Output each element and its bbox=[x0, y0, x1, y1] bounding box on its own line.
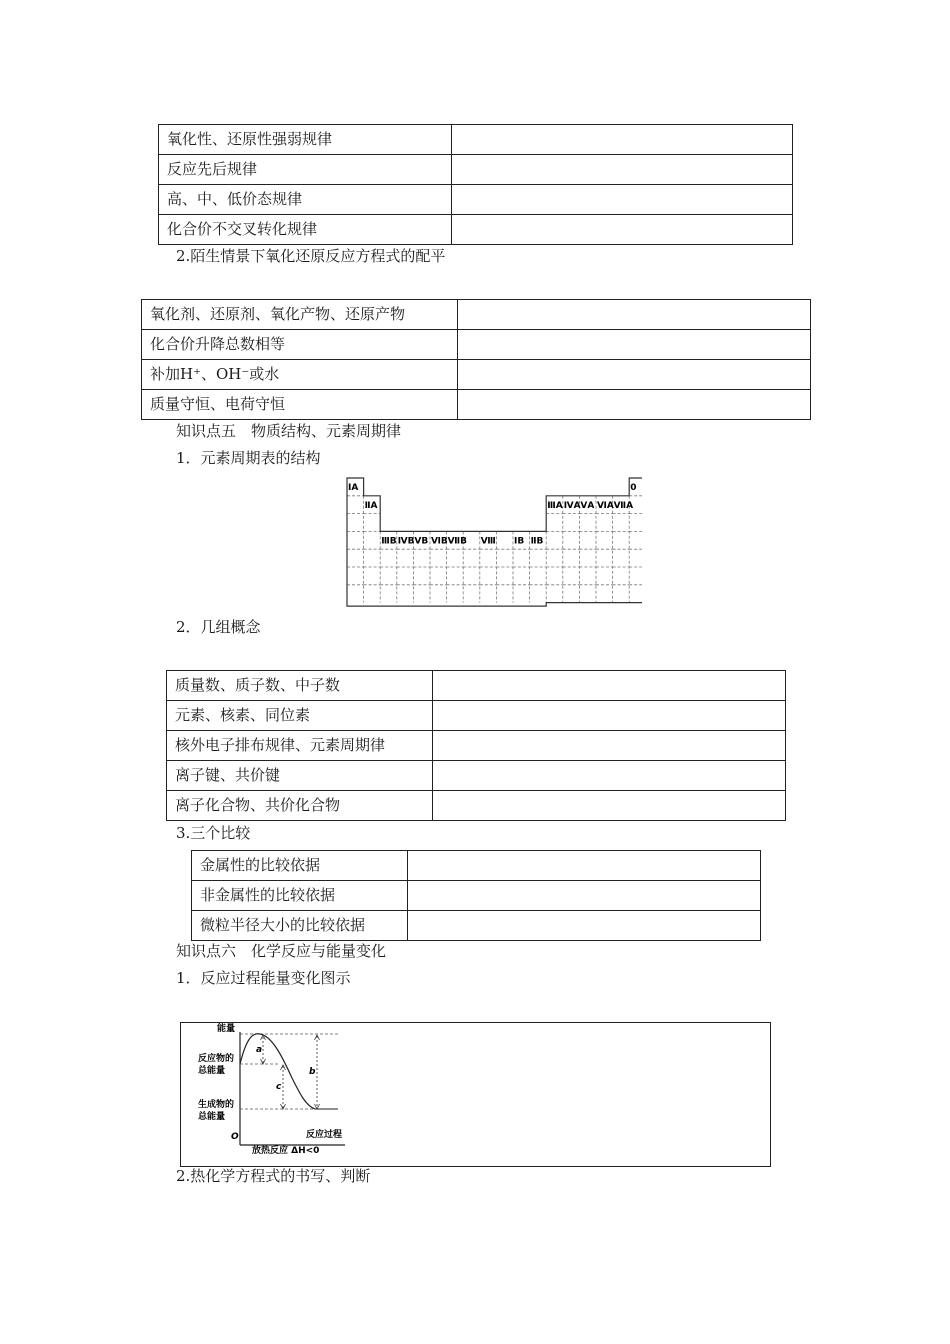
group-label: 0 bbox=[630, 483, 637, 493]
compare-heading: 3.三个比较 bbox=[176, 824, 251, 842]
table-row bbox=[167, 671, 786, 701]
group-label: ⅤB bbox=[414, 536, 429, 547]
table-cell-label: 氧化性、还原性强弱规律 bbox=[159, 125, 452, 155]
table-cell-blank[interactable] bbox=[458, 390, 811, 420]
section5-title: 知识点五 物质结构、元素周期律 bbox=[176, 422, 402, 440]
table-row bbox=[192, 851, 761, 881]
thermo-heading: 2.热化学方程式的书写、判断 bbox=[176, 1167, 371, 1185]
table-cell-label: 质量数、质子数、中子数 bbox=[167, 671, 433, 701]
table-cell-blank[interactable] bbox=[452, 185, 793, 215]
group-label: ⅠB bbox=[514, 536, 525, 547]
table-row bbox=[159, 125, 793, 155]
table-cell-blank[interactable] bbox=[452, 155, 793, 185]
table-cell-label: 金属性的比较依据 bbox=[192, 851, 408, 881]
table-row bbox=[167, 791, 786, 821]
table-row bbox=[142, 360, 811, 390]
label-a: a bbox=[256, 1045, 263, 1055]
table-cell-label: 非金属性的比较依据 bbox=[192, 881, 408, 911]
table-cell-blank[interactable] bbox=[458, 300, 811, 330]
table-row bbox=[159, 185, 793, 215]
table-cell-blank[interactable] bbox=[458, 330, 811, 360]
table-row bbox=[142, 390, 811, 420]
section6-title: 知识点六 化学反应与能量变化 bbox=[176, 942, 387, 960]
table-cell-label: 氧化剂、还原剂、氧化产物、还原产物 bbox=[142, 300, 458, 330]
group-label: ⅤA bbox=[580, 500, 595, 511]
balancing-table bbox=[141, 299, 811, 420]
group-label: ⅥA bbox=[597, 500, 614, 511]
group-label: ⅢA bbox=[547, 500, 563, 511]
table-cell-blank[interactable] bbox=[452, 215, 793, 245]
table-cell-label: 质量守恒、电荷守恒 bbox=[142, 390, 458, 420]
table-row bbox=[167, 761, 786, 791]
table-cell-label: 离子键、共价键 bbox=[167, 761, 433, 791]
product-label-2: 总能量 bbox=[198, 1112, 226, 1122]
group-label: Ⅷ bbox=[480, 536, 496, 547]
reactant-label-1: 反应物的 bbox=[198, 1054, 235, 1064]
table-cell-blank[interactable] bbox=[433, 731, 786, 761]
table-cell-blank[interactable] bbox=[458, 360, 811, 390]
group-label: ⅡA bbox=[364, 500, 378, 511]
group-label: ⅦB bbox=[447, 536, 467, 547]
balance-heading: 2.陌生情景下氧化还原反应方程式的配平 bbox=[176, 247, 446, 265]
table-cell-label: 微粒半径大小的比较依据 bbox=[192, 911, 408, 941]
table-row bbox=[167, 731, 786, 761]
x-axis-label: 反应过程 bbox=[306, 1130, 343, 1140]
table-cell-blank[interactable] bbox=[433, 701, 786, 731]
comparison-table bbox=[191, 850, 761, 941]
table-row bbox=[142, 330, 811, 360]
concepts-heading: 2．几组概念 bbox=[176, 618, 261, 636]
table-row bbox=[192, 881, 761, 911]
table-row bbox=[192, 911, 761, 941]
label-b: b bbox=[309, 1067, 316, 1077]
origin-label: O bbox=[231, 1132, 239, 1142]
table-row bbox=[159, 155, 793, 185]
table-cell-label: 高、中、低价态规律 bbox=[159, 185, 452, 215]
table-cell-blank[interactable] bbox=[408, 911, 761, 941]
redox-rules-table bbox=[158, 124, 793, 245]
table-cell-blank[interactable] bbox=[452, 125, 793, 155]
periodic-heading: 1．元素周期表的结构 bbox=[176, 449, 321, 467]
group-label: ⅣA bbox=[563, 500, 581, 511]
concepts-table bbox=[166, 670, 786, 821]
energy-heading: 1．反应过程能量变化图示 bbox=[176, 969, 351, 987]
table-cell-label: 元素、核素、同位素 bbox=[167, 701, 433, 731]
table-cell-label: 化合价不交叉转化规律 bbox=[159, 215, 452, 245]
table-cell-label: 化合价升降总数相等 bbox=[142, 330, 458, 360]
group-label: ⅠA bbox=[348, 483, 359, 493]
table-cell-blank[interactable] bbox=[408, 881, 761, 911]
table-row bbox=[159, 215, 793, 245]
energy-curve bbox=[240, 1034, 315, 1109]
table-cell-label: 补加H⁺、OH⁻或水 bbox=[142, 360, 458, 390]
table-cell-blank[interactable] bbox=[408, 851, 761, 881]
reactant-label-2: 总能量 bbox=[198, 1066, 226, 1076]
table-cell-blank[interactable] bbox=[433, 761, 786, 791]
table-row bbox=[167, 701, 786, 731]
periodic-table-figure bbox=[340, 474, 642, 610]
product-label-1: 生成物的 bbox=[198, 1100, 235, 1110]
diagram-caption: 放热反应 ΔH<0 bbox=[252, 1146, 320, 1156]
table-row bbox=[142, 300, 811, 330]
group-label: ⅡB bbox=[530, 536, 544, 547]
label-c: c bbox=[276, 1082, 282, 1092]
table-cell-label: 核外电子排布规律、元素周期律 bbox=[167, 731, 433, 761]
table-cell-label: 离子化合物、共价化合物 bbox=[167, 791, 433, 821]
table-cell-label: 反应先后规律 bbox=[159, 155, 452, 185]
group-label: ⅢB bbox=[381, 536, 397, 547]
table-cell-blank[interactable] bbox=[433, 671, 786, 701]
group-label: ⅦA bbox=[613, 500, 634, 511]
group-label: ⅥB bbox=[431, 536, 448, 547]
group-label: ⅣB bbox=[397, 536, 415, 547]
y-axis-label: 能量 bbox=[217, 1024, 236, 1034]
energy-diagram bbox=[180, 1022, 380, 1165]
table-cell-blank[interactable] bbox=[433, 791, 786, 821]
